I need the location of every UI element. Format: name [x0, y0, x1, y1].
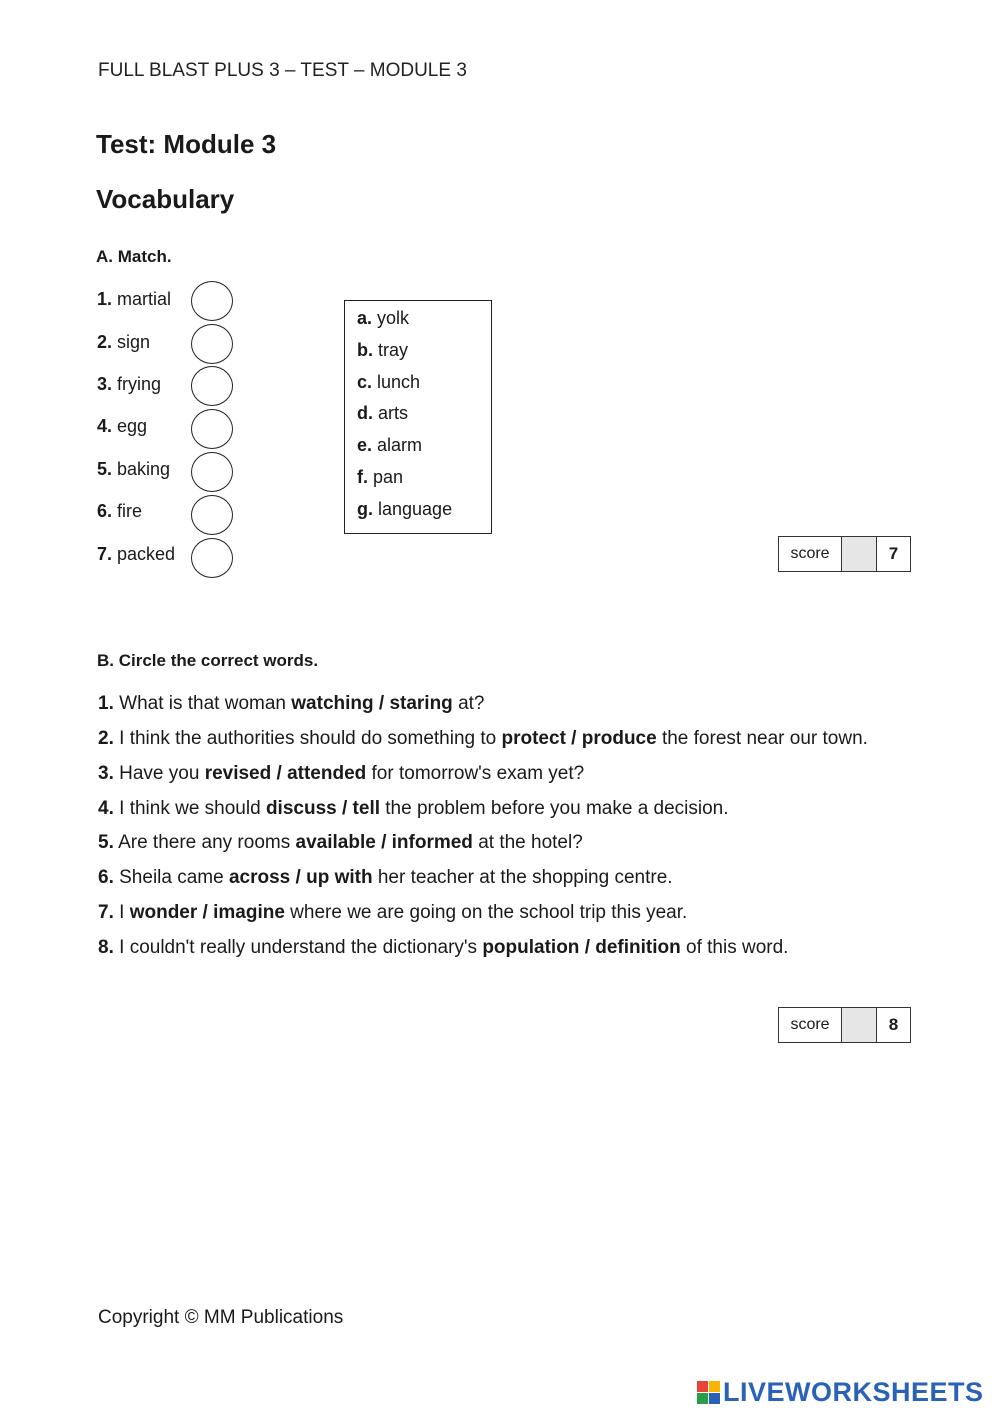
match-option-letter: c.	[357, 372, 373, 392]
match-item-text: martial	[112, 289, 172, 309]
sentence	[98, 937, 788, 959]
sentence-text: I	[113, 902, 130, 923]
match-item	[97, 374, 161, 395]
match-option-letter: e.	[357, 435, 373, 455]
match-item	[97, 544, 175, 565]
sentence-number: 4.	[98, 798, 114, 819]
match-option-text: alarm	[372, 435, 423, 455]
word-choice[interactable]: discuss / tell	[265, 798, 380, 819]
match-option-letter: b.	[357, 340, 373, 360]
match-option	[357, 499, 452, 520]
match-option	[357, 372, 420, 393]
section-title: Vocabulary	[96, 184, 235, 214]
match-option-text: pan	[368, 467, 404, 487]
word-choice[interactable]: revised / attended	[204, 763, 367, 784]
score-label: score	[779, 537, 842, 571]
match-option-letter: g.	[357, 499, 373, 519]
answer-circle-2[interactable]	[191, 324, 233, 364]
sentence-number: 5.	[98, 832, 114, 853]
match-option-text: lunch	[372, 372, 421, 392]
match-item-text: egg	[112, 416, 148, 436]
sentence-text: at the hotel?	[472, 832, 583, 853]
word-choice[interactable]: available / informed	[295, 832, 473, 853]
match-option	[357, 308, 409, 329]
match-item	[97, 501, 142, 522]
score-box-b	[778, 1007, 911, 1043]
match-item	[97, 416, 147, 437]
sentence-number: 6.	[98, 867, 114, 888]
sentence-text: What is that woman	[113, 693, 292, 714]
match-item-text: baking	[112, 459, 171, 479]
sentence	[98, 832, 583, 854]
sentence-text: at?	[452, 693, 485, 714]
sentence-text: I couldn't really understand the dictionary's	[113, 937, 483, 958]
match-option-letter: f.	[357, 467, 368, 487]
sentence-text: the forest near our town.	[656, 728, 868, 749]
match-item	[97, 332, 150, 353]
sentence-text: where we are going on the school trip this year.	[284, 902, 688, 923]
match-item-number: 6.	[97, 501, 113, 521]
match-option	[357, 435, 422, 456]
page-title: Test: Module 3	[96, 129, 277, 159]
score-input[interactable]	[842, 537, 877, 571]
sentence-text: the problem before you make a decision.	[380, 798, 729, 819]
score-input[interactable]	[842, 1008, 877, 1042]
word-choice[interactable]: wonder / imagine	[129, 902, 285, 923]
score-max: 8	[888, 1015, 899, 1034]
match-option-text: yolk	[372, 308, 410, 328]
answer-circle-7[interactable]	[191, 538, 233, 578]
match-option-letter: a.	[357, 308, 373, 328]
match-item-number: 7.	[97, 544, 113, 564]
sentence	[98, 693, 485, 715]
sentence-text: her teacher at the shopping centre.	[372, 867, 673, 888]
match-item-number: 4.	[97, 416, 113, 436]
sentence	[98, 867, 673, 889]
match-item-number: 3.	[97, 374, 113, 394]
answer-circle-1[interactable]	[191, 281, 233, 321]
copyright-notice: Copyright © MM Publications	[98, 1307, 344, 1328]
match-options-box	[344, 300, 492, 534]
sentence-text: I think the authorities should do something to	[113, 728, 502, 749]
match-option	[357, 340, 408, 361]
match-item-number: 5.	[97, 459, 113, 479]
match-option	[357, 467, 403, 488]
word-choice[interactable]: watching / staring	[291, 693, 453, 714]
logo-grid-icon	[697, 1381, 720, 1404]
sentence-number: 8.	[98, 937, 114, 958]
sentence-number: 1.	[98, 693, 114, 714]
sentence-number: 2.	[98, 728, 114, 749]
match-item-text: frying	[112, 374, 162, 394]
match-item	[97, 459, 170, 480]
match-item-text: sign	[112, 332, 151, 352]
part-a-instruction: A. Match.	[96, 247, 172, 266]
answer-circle-4[interactable]	[191, 409, 233, 449]
match-option-text: language	[373, 499, 453, 519]
match-option	[357, 403, 408, 424]
sentence-text: Sheila came	[113, 867, 229, 888]
match-item-text: packed	[112, 544, 176, 564]
sentence-text: for tomorrow's exam yet?	[366, 763, 585, 784]
word-choice[interactable]: across / up with	[228, 867, 373, 888]
word-choice[interactable]: protect / produce	[501, 728, 657, 749]
sentence	[98, 798, 729, 820]
answer-circle-6[interactable]	[191, 495, 233, 535]
match-option-text: arts	[373, 403, 409, 423]
match-item-text: fire	[112, 501, 143, 521]
match-item-number: 1.	[97, 289, 113, 309]
answer-circle-3[interactable]	[191, 366, 233, 406]
match-option-letter: d.	[357, 403, 373, 423]
sentence-number: 3.	[98, 763, 114, 784]
match-option-text: tray	[373, 340, 409, 360]
score-label: score	[779, 1008, 842, 1042]
sentence-number: 7.	[98, 902, 114, 923]
word-choice[interactable]: population / definition	[482, 937, 681, 958]
sentence-text: I think we should	[113, 798, 266, 819]
part-b-instruction: B. Circle the correct words.	[97, 651, 319, 670]
answer-circle-5[interactable]	[191, 452, 233, 492]
sentence	[98, 902, 687, 924]
sentence-text: Are there any rooms	[113, 832, 296, 853]
sentence-text: Have you	[113, 763, 205, 784]
liveworksheets-logo[interactable]	[697, 1377, 984, 1408]
match-item	[97, 289, 171, 310]
match-item-number: 2.	[97, 332, 113, 352]
score-max: 7	[888, 544, 899, 563]
score-box-a	[778, 536, 911, 572]
sentence-text: of this word.	[680, 937, 789, 958]
sentence	[98, 728, 868, 750]
running-header: FULL BLAST PLUS 3 – TEST – MODULE 3	[98, 60, 467, 81]
sentence	[98, 763, 584, 785]
logo-text: LIVEWORKSHEETS	[723, 1377, 984, 1407]
